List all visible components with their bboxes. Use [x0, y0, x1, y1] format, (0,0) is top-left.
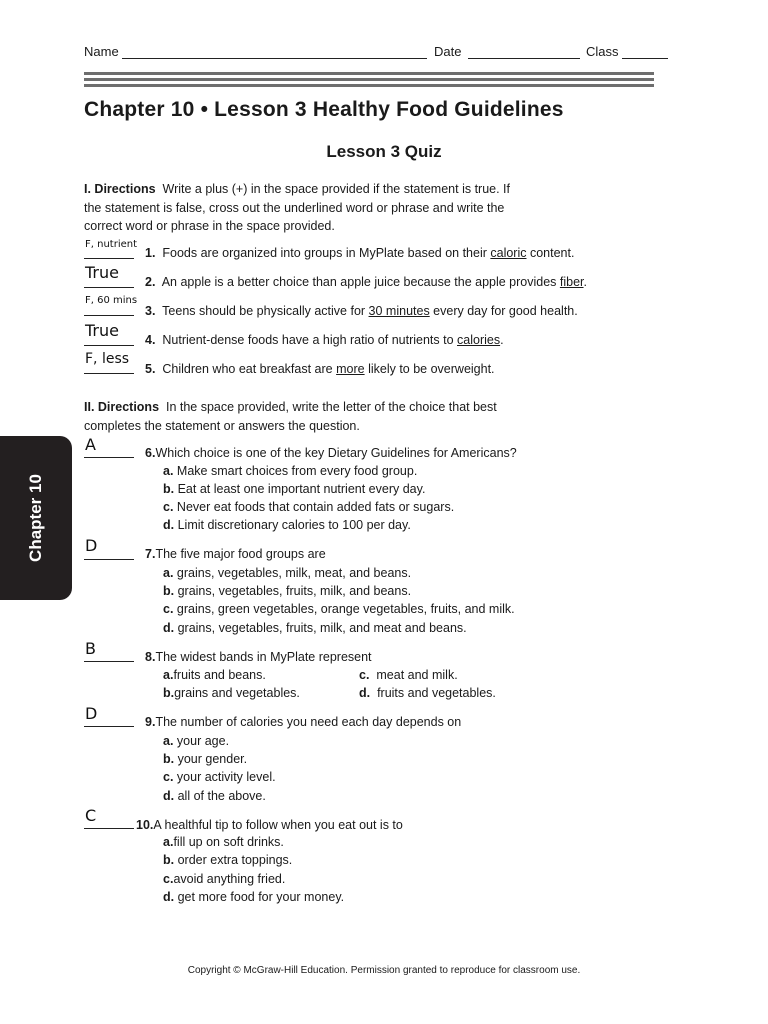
- section2-directions-label: II. Directions: [84, 400, 160, 414]
- chapter-side-tab: [0, 436, 72, 600]
- answer-6[interactable]: A: [85, 435, 96, 454]
- answer-blank-5[interactable]: [84, 373, 134, 374]
- question-2-text: [145, 275, 587, 289]
- question-text: Foods are organized into groups in MyPlate based on their: [162, 246, 491, 260]
- section1-directions-line-2: the statement is false, cross out the underlined word or phrase and write the: [84, 200, 505, 215]
- answer-2[interactable]: True: [85, 263, 119, 282]
- student-info-header: [84, 44, 668, 64]
- section2-directions-line-1: In the space provided, write the letter of the choice that best: [165, 400, 497, 414]
- option-text: your gender.: [177, 752, 248, 766]
- option-letter: a.: [163, 566, 174, 580]
- answer-5[interactable]: F, less: [85, 351, 130, 367]
- option[interactable]: [359, 668, 458, 682]
- answer-blank-6[interactable]: [84, 457, 134, 458]
- header-rule-2: [84, 78, 654, 81]
- section2-directions-line-2: completes the statement or answers the question.: [84, 418, 360, 433]
- underlined-term: calories: [457, 333, 501, 347]
- question-text: The number of calories you need each day depends on: [155, 715, 462, 729]
- question-number: 3.: [145, 304, 156, 318]
- option-text: grains, green vegetables, orange vegetables, fruits, and milk.: [176, 602, 515, 616]
- class-label: Class: [586, 44, 619, 59]
- option-text: Limit discretionary calories to 100 per day.: [177, 518, 411, 532]
- option-text: your age.: [176, 734, 230, 748]
- question-text-end: content.: [526, 246, 575, 260]
- question-text-end: every day for good health.: [429, 304, 578, 318]
- option-letter: a.: [163, 835, 174, 849]
- option-text: your activity level.: [176, 770, 276, 784]
- answer-7[interactable]: D: [85, 536, 98, 555]
- question-3-text: [145, 304, 578, 318]
- underlined-term: fiber: [559, 275, 584, 289]
- question-text: The five major food groups are: [155, 547, 326, 561]
- option-text: fill up on soft drinks.: [173, 835, 284, 849]
- section1-directions-line-1: Write a plus (+) in the space provided if the statement is true. If: [162, 182, 511, 196]
- underlined-term: caloric: [490, 246, 527, 260]
- question-4-text: [145, 333, 504, 347]
- answer-3[interactable]: F, 60 mins: [85, 295, 138, 306]
- option[interactable]: [163, 500, 454, 514]
- option[interactable]: [163, 602, 515, 616]
- option-letter: b.: [163, 482, 175, 496]
- date-field[interactable]: [468, 58, 580, 59]
- option-text: Eat at least one important nutrient every day.: [177, 482, 426, 496]
- section1-directions: [84, 180, 574, 236]
- quiz-title: Lesson 3 Quiz: [326, 142, 442, 161]
- question-number: 9.: [145, 715, 156, 729]
- option-letter: b.: [163, 853, 175, 867]
- option-letter: d.: [163, 621, 175, 635]
- option-letter: b.: [163, 686, 175, 700]
- option-letter: c.: [163, 770, 174, 784]
- option-text: grains, vegetables, fruits, milk, and meat and beans.: [177, 621, 467, 635]
- option-letter: d.: [163, 890, 175, 904]
- answer-blank-7[interactable]: [84, 559, 134, 560]
- answer-blank-10[interactable]: [84, 828, 134, 829]
- option-letter: d.: [359, 686, 371, 700]
- question-number: 7.: [145, 547, 156, 561]
- question-10-text: [136, 818, 403, 832]
- question-text-end: .: [583, 275, 588, 289]
- question-text: Nutrient-dense foods have a high ratio of nutrients to: [162, 333, 458, 347]
- option-letter: c.: [163, 872, 174, 886]
- answer-blank-1[interactable]: [84, 258, 134, 259]
- option-text: fruits and beans.: [173, 668, 266, 682]
- option-text: meat and milk.: [376, 668, 458, 682]
- option-text: grains, vegetables, fruits, milk, and beans.: [177, 584, 412, 598]
- option-letter: c.: [163, 500, 174, 514]
- option[interactable]: [163, 872, 285, 886]
- option-text: all of the above.: [177, 789, 266, 803]
- answer-blank-4[interactable]: [84, 345, 134, 346]
- question-7-text: [145, 547, 326, 561]
- answer-9[interactable]: D: [85, 704, 98, 723]
- option[interactable]: [163, 890, 344, 904]
- option[interactable]: [163, 770, 276, 784]
- answer-blank-2[interactable]: [84, 287, 134, 288]
- option[interactable]: [163, 752, 247, 766]
- option-letter: c.: [163, 602, 174, 616]
- question-text-end: likely to be overweight.: [364, 362, 495, 376]
- question-6-text: [145, 446, 517, 460]
- option[interactable]: [163, 482, 425, 496]
- date-label: Date: [434, 44, 462, 59]
- name-label: Name: [84, 44, 119, 59]
- chapter-side-tab-label: Chapter 10: [26, 474, 45, 562]
- question-text: Which choice is one of the key Dietary Guidelines for Americans?: [155, 446, 517, 460]
- option-text: fruits and vegetables.: [377, 686, 496, 700]
- answer-blank-8[interactable]: [84, 661, 134, 662]
- question-text: A healthful tip to follow when you eat out is to: [153, 818, 403, 832]
- option[interactable]: [359, 686, 496, 700]
- question-text: Teens should be physically active for: [162, 304, 369, 318]
- option-text: grains and vegetables.: [174, 686, 300, 700]
- section1-directions-label: I. Directions: [84, 182, 156, 196]
- option-letter: c.: [359, 668, 370, 682]
- question-text: An apple is a better choice than apple juice because the apple provides: [161, 275, 560, 289]
- option[interactable]: [163, 789, 266, 803]
- underlined-term: more: [336, 362, 365, 376]
- question-number: 1.: [145, 246, 156, 260]
- question-number: 5.: [145, 362, 156, 376]
- name-field[interactable]: [122, 58, 427, 59]
- answer-blank-3[interactable]: [84, 315, 134, 316]
- option[interactable]: [163, 686, 300, 700]
- option-letter: d.: [163, 518, 175, 532]
- class-field[interactable]: [622, 58, 668, 59]
- question-number: 8.: [145, 650, 156, 664]
- question-text: The widest bands in MyPlate represent: [155, 650, 372, 664]
- option[interactable]: [163, 734, 229, 748]
- answer-1[interactable]: F, nutrient: [85, 239, 138, 250]
- question-number: 4.: [145, 333, 156, 347]
- question-text-end: .: [500, 333, 504, 347]
- option[interactable]: [163, 853, 292, 867]
- answer-4[interactable]: True: [85, 321, 119, 340]
- option-letter: a.: [163, 668, 174, 682]
- section2-directions: [84, 398, 574, 435]
- page-title: Chapter 10 • Lesson 3 Healthy Food Guidelines: [84, 98, 564, 121]
- question-5-text: [145, 362, 495, 376]
- answer-10[interactable]: C: [85, 806, 97, 825]
- option-letter: a.: [163, 734, 174, 748]
- option[interactable]: [163, 566, 411, 580]
- header-rule-1: [84, 72, 654, 75]
- question-number: 2.: [145, 275, 156, 289]
- header-rule-3: [84, 84, 654, 87]
- option[interactable]: [163, 584, 411, 598]
- answer-blank-9[interactable]: [84, 726, 134, 727]
- option[interactable]: [163, 835, 284, 849]
- underlined-term: 30 minutes: [368, 304, 430, 318]
- section1-directions-line-3: correct word or phrase in the space provided.: [84, 219, 335, 233]
- option-text: grains, vegetables, milk, meat, and beans.: [176, 566, 412, 580]
- option-letter: b.: [163, 584, 175, 598]
- question-9-text: [145, 715, 461, 729]
- question-text: Children who eat breakfast are: [162, 362, 337, 376]
- option[interactable]: [163, 518, 411, 532]
- question-number: 6.: [145, 446, 156, 460]
- option[interactable]: [163, 668, 266, 682]
- option-letter: d.: [163, 789, 175, 803]
- question-8-text: [145, 650, 372, 664]
- option-text: Make smart choices from every food group.: [176, 464, 418, 478]
- question-number: 10.: [136, 818, 154, 832]
- option-text: avoid anything fried.: [173, 872, 286, 886]
- option-text: order extra toppings.: [177, 853, 293, 867]
- answer-8[interactable]: B: [85, 639, 96, 658]
- question-1-text: [145, 246, 574, 260]
- option[interactable]: [163, 464, 417, 478]
- option[interactable]: [163, 621, 467, 635]
- option-text: Never eat foods that contain added fats or sugars.: [176, 500, 455, 514]
- copyright-footer: Copyright © McGraw-Hill Education. Permission granted to reproduce for classroom use.: [187, 965, 581, 976]
- option-text: get more food for your money.: [177, 890, 345, 904]
- option-letter: a.: [163, 464, 174, 478]
- option-letter: b.: [163, 752, 175, 766]
